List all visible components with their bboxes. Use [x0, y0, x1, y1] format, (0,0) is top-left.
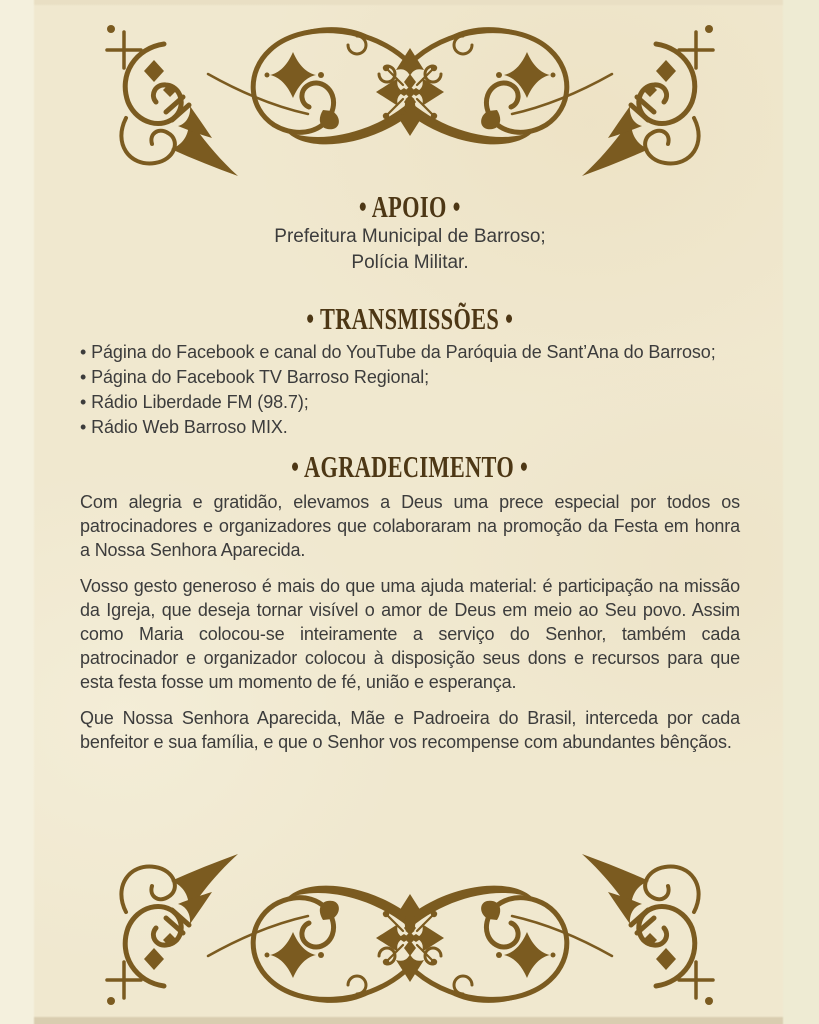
flourish-ornament-bottom [60, 850, 760, 1020]
transmissoes-section [80, 302, 740, 440]
support-line: Polícia Militar. [351, 252, 469, 273]
apoio-title-text: • APOIO • [359, 189, 461, 224]
flourish-ornament-top [60, 10, 760, 180]
apoio-title [80, 190, 740, 224]
flourish-shapes [107, 25, 713, 176]
page-content [80, 190, 740, 754]
transmissoes-title-text: • TRANSMISSÕES • [306, 301, 514, 336]
paragraph: Vosso gesto generoso é mais do que uma ajuda material: é participação na missão da Igreja, que deseja tornar visível o amor de Deus em meio ao Seu povo. Assim como Maria colocou-se inteiramente a serviço do Senhor, também cada patrocinador e organizador colocou à disposição seus dons e recursos para que esta festa fosse um momento de fé, união e esperança. [80, 576, 740, 692]
apoio-section [80, 190, 740, 276]
agradecimento-section [80, 450, 740, 754]
list-item: • Página do Facebook TV Barroso Regional; [80, 367, 430, 387]
paragraph: Que Nossa Senhora Aparecida, Mãe e Padroeira do Brasil, interceda por cada benfeitor e sua família, e que o Senhor vos recompense com abundantes bênçãos. [80, 708, 740, 752]
transmissoes-title [80, 302, 740, 336]
agradecimento-title-text: • AGRADECIMENTO • [291, 449, 529, 484]
list-item: • Rádio Liberdade FM (98.7); [80, 392, 309, 412]
paragraph: Com alegria e gratidão, elevamos a Deus uma prece especial por todos os patrocinadores e organizadores que colaboraram na promoção da Festa em honra a Nossa Senhora Aparecida. [80, 492, 740, 560]
agradecimento-title [80, 450, 740, 484]
list-item: • Página do Facebook e canal do YouTube da Paróquia de Sant’Ana do Barroso; [80, 342, 716, 362]
broadcast-list [80, 340, 740, 440]
list-item: • Rádio Web Barroso MIX. [80, 417, 288, 437]
support-line: Prefeitura Municipal de Barroso; [274, 226, 546, 247]
